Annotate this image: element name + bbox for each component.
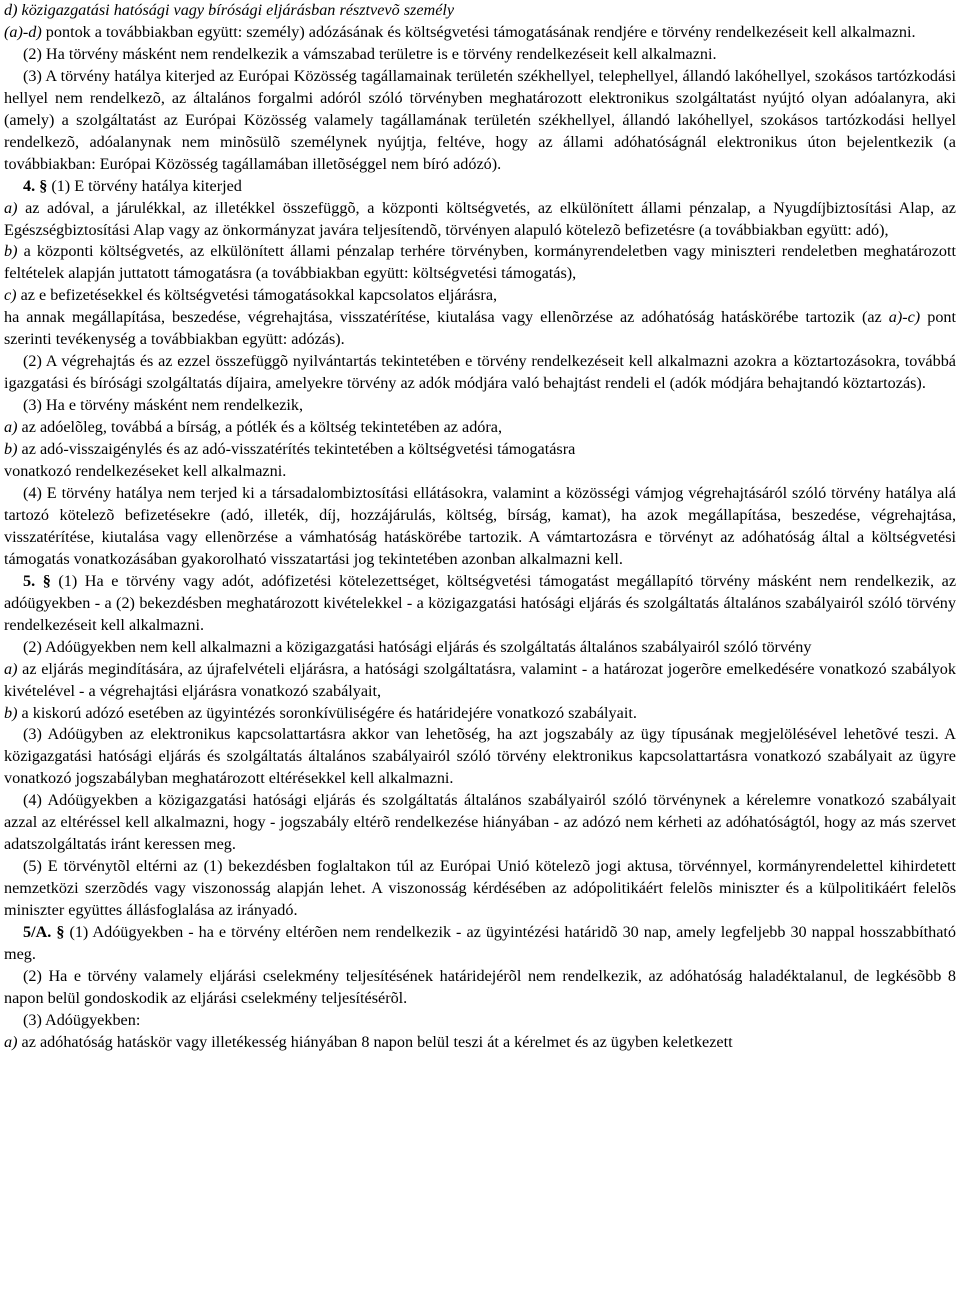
paragraph [4, 22, 956, 44]
paragraph-text: vonatkozó rendelkezéseket kell alkalmazni. [4, 462, 287, 481]
paragraph [4, 659, 956, 703]
paragraph-text: (1) E törvény hatálya kiterjed [47, 176, 242, 195]
paragraph-text: (5) E törvénytõl eltérni az (1) bekezdésben foglaltakon túl az Európai Unió kötelezõ jogi aktusa, törvénnyel, kormányrendelettel kihirdetett nemzetközi szerzõdés vagy viszonosság alapján lehet. A viszonosság kérdésében az adópolitikáért felelõs miniszter és a külpolitikáért felelõs miniszter együttes állásfoglalása az irányadó. [4, 857, 956, 920]
paragraph-text: pontok a továbbiakban együtt: személy) adózásának és költségvetési támogatásának rendjére e törvény rendelkezéseit kell alkalmazni. [41, 22, 916, 41]
paragraph [4, 198, 956, 242]
paragraph [4, 417, 956, 439]
paragraph [4, 724, 956, 790]
paragraph-text: (1) Adóügyekben - ha e törvény eltérõen nem rendelkezik - az ügyintézési határidõ 30 nap, amely legfeljebb 30 nappal hosszabbítható meg. [4, 923, 957, 963]
paragraph [4, 44, 956, 66]
point-label: b) [4, 440, 18, 459]
paragraph [4, 966, 956, 1010]
point-label: a)-c) [888, 308, 921, 327]
paragraph [4, 790, 956, 856]
paragraph [4, 571, 956, 637]
paragraph-text: (4) Adóügyekben a közigazgatási hatósági eljárás és szolgáltatás általános szabályairól szóló törvénynek a kérelemre vonatkozó szabályait azzal az eltéréssel kell alkalmazni, hogy - jogszabály eltérõ rendelkezése hiányában - az adózó nem kérheti az adóhatóságtól, hogy az más szervet adatszolgáltatás iránt keressen meg. [4, 791, 956, 854]
point-label: a) [4, 198, 18, 217]
point-label: (a)-d) [4, 22, 42, 41]
paragraph-text: a kiskorú adózó esetében az ügyintézés soronkívüliségére és határidejére vonatkozó szabályait. [17, 703, 637, 722]
paragraph-text: pont szerinti tevékenység a továbbiakban együtt: adózás). [4, 308, 956, 349]
paragraph [4, 176, 956, 198]
paragraph-text: az adóhatóság hatáskör vagy illetékesség hiányában 8 napon belül teszi át a kérelmet és az ügyben keletkezett [17, 1032, 733, 1051]
paragraph [4, 637, 956, 659]
paragraph-text: az e befizetésekkel és költségvetési támogatásokkal kapcsolatos eljárásra, [16, 286, 498, 305]
paragraph [4, 922, 956, 966]
section-number: 5/A. § [23, 923, 65, 942]
paragraph-text: (3) A törvény hatálya kiterjed az Európai Közösség tagállamainak területén székhellyel, telephellyel, állandó lakóhellyel, szokásos tartózkodási hellyel nem rendelkezõ, az általános forgalmi adóról szóló törvényben meghatározott elektronikus szolgáltatást nyújtó olyan adóalanyra, aki (amely) a szolgáltatást az Európai Közösség valamely tagállamának területén székhellyel, állandó lakóhellyel, szokásos tartózkodási hellyel rendelkezõ, adóalanynak nem minõsülõ személynek nyújtja, feltéve, hogy az állami adóhatóságnál elektronikus úton bejelentkezik (a továbbiakban: Európai Közösség tagállamában illetõséggel nem bíró adózó). [4, 66, 956, 173]
paragraph-text: a központi költségvetés, az elkülönített állami pénzalap terhére törvényben, kormányrendeletben vagy miniszteri rendeletben meghatározott feltételek alapján juttatott támogatásra (a továbbiakban együtt: költségvetési támogatás), [4, 242, 956, 283]
paragraph-text: (2) A végrehajtás és az ezzel összefüggõ nyilvántartás tekintetében e törvény rendelkezéseit kell alkalmazni azokra a köztartozásokra, továbbá igazgatási és bírósági szolgáltatás díjaira, amelyekre törvény az adók módjára való behajtást rendeli el (adók módjára behajtandó köztartozás). [4, 352, 956, 393]
paragraph [4, 241, 956, 285]
paragraph [4, 351, 956, 395]
paragraph-text: (3) Ha e törvény másként nem rendelkezik, [23, 396, 304, 415]
point-label: b) [4, 242, 18, 261]
paragraph-text: (3) Adóügyben az elektronikus kapcsolattartásra akkor van lehetõség, ha azt jogszabály az ügy típusának megjelölésével lehetõvé teszi. A közigazgatási hatósági eljárás és szolgáltatás általános szabályairól szóló törvény elektronikus kapcsolattartásra vonatkozó szabályait az ügyre vonatkozó jogszabályban meghatározott eltérésekkel kell alkalmazni. [4, 725, 956, 788]
point-label: b) [4, 703, 18, 722]
paragraph-text: az eljárás megindítására, az újrafelvételi eljárásra, a hatósági szolgáltatásra, valamint - a határozat jogerõre emelkedésére vonatkozó szabályok kivételével - a végrehajtási eljárásra vonatkozó szabályait, [4, 659, 956, 700]
point-label: c) [4, 286, 17, 305]
point-label: a) [4, 1032, 18, 1051]
paragraph-text: (2) Ha törvény másként nem rendelkezik a vámszabad területre is e törvény rendelkezéseit kell alkalmazni. [23, 44, 717, 63]
paragraph [4, 461, 956, 483]
paragraph [4, 856, 956, 922]
paragraph-text: az adóval, a járulékkal, az illetékkel összefüggõ, a központi költségvetés, az elkülönített állami pénzalap, a Nyugdíjbiztosítási Alap, az Egészségbiztosítási Alap vagy az önkormányzat javára teljesítendõ, törvényen alapuló kötelezõ befizetésre (a továbbiakban együtt: adó), [4, 198, 956, 239]
point-label: a) [4, 418, 18, 437]
paragraph [4, 483, 956, 571]
paragraph-text: (3) Adóügyekben: [23, 1010, 141, 1029]
paragraph-text: (2) Ha e törvény valamely eljárási cselekmény teljesítésének határidejérõl nem rendelkezik, az adóhatóság haladéktalanul, de legkésõbb 8 napon belül gondoskodik az eljárási cselekmény teljesítésérõl. [4, 966, 956, 1007]
paragraph-text: az adóelõleg, továbbá a bírság, a pótlék és a költség tekintetében az adóra, [17, 418, 503, 437]
paragraph [4, 703, 956, 725]
paragraph [4, 0, 956, 22]
paragraph-text: (2) Adóügyekben nem kell alkalmazni a közigazgatási hatósági eljárás és szolgáltatás általános szabályairól szóló törvény [23, 637, 812, 656]
point-label: a) [4, 659, 18, 678]
section-number: 4. § [23, 176, 48, 195]
paragraph-text: ha annak megállapítása, beszedése, végrehajtása, visszatérítése, kiutalása vagy ellenõrzése az adóhatóság hatáskörébe tartozik (az [4, 308, 889, 327]
paragraph [4, 439, 956, 461]
paragraph [4, 1010, 956, 1032]
paragraph [4, 307, 956, 351]
paragraph [4, 66, 956, 176]
paragraph-text: az adó-visszaigénylés és az adó-visszatérítés tekintetében a költségvetési támogatásra [17, 440, 576, 459]
paragraph [4, 395, 956, 417]
paragraph [4, 1032, 956, 1054]
paragraph-text: (1) Ha e törvény vagy adót, adófizetési kötelezettséget, költségvetési támogatást megállapító törvény másként nem rendelkezik, az adóügyekben - a (2) bekezdésben meghatározott kivételekkel - a közigazgatási hatósági eljárás és szolgáltatás általános szabályairól szóló törvény rendelkezéseit kell alkalmazni. [4, 571, 956, 634]
paragraph [4, 285, 956, 307]
point-label: d) közigazgatási hatósági vagy bírósági eljárásban résztvevõ személy [4, 1, 455, 19]
section-number: 5. § [23, 571, 51, 590]
paragraph-text: (4) E törvény hatálya nem terjed ki a társadalombiztosítási ellátásokra, valamint a közösségi vámjog végrehajtásáról szóló törvény hatálya alá tartozó kötelezõ befizetésekre (adó, illeték, díj, hozzájárulás, költség, bírság, kamat), ha azok megállapítása, beszedése, végrehajtása, visszatérítése, kiutalása vagy ellenõrzése a vámhatóság hatáskörébe tartozik. A vámtartozásra e törvényt az adóhatóság által a költségvetési támogatás vonatkozásában gyakorolható visszatartási jog tekintetében azonban alkalmazni kell. [4, 483, 956, 568]
